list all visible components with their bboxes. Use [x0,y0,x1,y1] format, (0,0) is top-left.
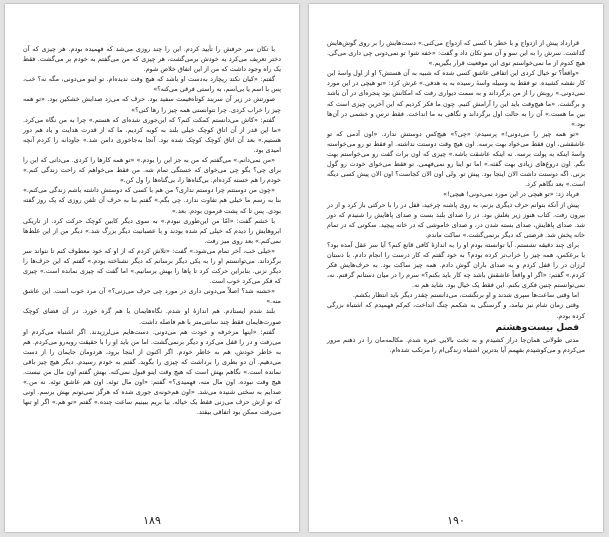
page-number: ۱۹۰ [447,514,465,527]
paragraph: صورتش در زیر آن سربند کوتاه‌قیمت سفید بود. حرف که می‌زد صدایش خشکین بود. «تو همه چیز را خراب کردی. چرا نتوانستی همه چیز را رها کنی؟» [23,95,281,114]
paragraph: «خیلی خب، آخر تمام می‌شود.» گفت: «تلاش کردم که از او که خود معطوف کنم تا نتواند سر برگرداند. می‌توانستم او را به یکی دیگر برسانم که دیگر نشناخته بودم.» گفتم که این حرف‌ها را دیگر نزنی. بنابراین حرکت کرد تا پاها را بهش برسانیم.» اما گفت که چیزی نمانده است.» چیزی که فکر می‌کرد خوب است. [23,246,281,286]
paragraph: قرارداد پیش از ازدواج و با خطر با کسی که ازدواج می‌کنی.» دست‌هایش را بر روی گوش‌هایش گذاشت. سرش را به این سو و آن سو تکان داد و گفت: «خفه شو! تو نمی‌دونی چی داری می‌گی. هیچ کدوم از ما نمی‌خواستم توی این موقعیت قرار بگیریم.» [327,39,585,68]
paragraph: گفتم: «اینها مزخرفه و خودت هم می‌دونی. دست‌هایم می‌لرزیدند. اگر اشتباه می‌کردم او می‌رفت و در را قفل می‌کرد و دیگر برنمی‌گشت. اما من باید او را با حقیقت روبه‌رو می‌کردم. هم به خاطر خودش، هم به خاطر خودم. اگر اکنون از اینجا برود، هردومان جایمان را از دست می‌دهیم. آن دو بطری را برداشت که چیزی را بگوید. گفتم به خودم رسیدم. دیگر هیچ چیز باقی نمانده است.» نگاهم بهش است که هیچ وقت اینو قبول نمی‌کنه. بهش گفتم اون مال من نیست. هیچ وقت نبوده. اون مال منه، فهمیدی؟» گفتم: «اون مال توئه. اون هم عاشق توئه. نه من.» صدایم به سختی شنیده می‌شد. «اون هم‌خونه‌ی جوری شده که هرگز نمی‌تونم بهش برسم. اونی که تو ازش حرف می‌زنی فقط یک خیاله. بیا بریم ببینیم ساعت چنده.» گفتم «تو هم.» اگر او تنها می‌رفت ممکن بود اتفاقی بیفتد. [23,327,281,417]
paragraph: «تو همه چیز را می‌دونی!» پرسیدم: «چی؟» هیچ‌کس دوستش ندارد. «اون آدمی که تو عاشقشی، اون فقط می‌خواد بهت برسه. اون هیچ وقت دوستت نداشته. او فقط تو رو می‌خواسته واسهٔ اینکه به پولت برسه. نه اینکه عاشقت باشه.» چیزی که اون برات گفت رو می‌خواستم بهت بگم. اون دروغ‌های زیادی بهت گفته.» اما تو اینا رو نمی‌فهمی. تو فقط می‌خوای خودت رو گول بزنی. اگه دوستت داشت الان اینجا بود. پیش تو. ولی اون الان کجاست؟ اون الان پیش کسی دیگه است.» بعد نگاهم کرد. [327,129,585,189]
paragraph: برای چند دقیقه نشستم. آیا توانسته بودم او را به اندازهٔ کافی قانع کنم؟ آیا سر عقل آمده بود؟ یا برعکس، همه چیز را خراب‌تر کرده بودم؟ به خود گفتم که کار درست را انجام دادم. با دستان لرزان در را قفل کردم و به صدای باران گوش دادم. همه چیز ساکت بود. به حرف‌هایش فکر کردم.» گفتم: «اگر او واقعاً عاشقش باشد چه کار باید بکنم؟» سرم را در میان دستانم گرفتم. نه، نمی‌توانستم چنین فکری بکنم. این فقط یک خیال بود. شاید هم نه. [327,240,585,290]
left-page [5,4,299,532]
right-page-text [327,38,585,355]
page-number: ۱۸۹ [143,514,161,527]
paragraph: گفتم: «کاش می‌دانستم کمکت کنم؟ که این‌جوری شده‌ای که هستم.» چرا به من نگاه می‌کرد. «ما این قدر از آن اتاق کوچک خیلی بلند به کوبه کردیم. ما که از قدرت هدایت و یاد هم دور هستیم.» بعد آن اتاق کوچک کوچک شده بود. آنجا به‌جاخوری دامن شد.» جاودانه را کردم آنچه امیدی بود. [23,115,281,154]
right-page [309,4,603,532]
paragraph: «من نمی‌دانم.» می‌گفتم که من به جز این را بودم.» «تو همه کارها را کردی. می‌دانی که این را برای چی؟ بگو چی می‌خوای که خستگی تمام شه. من فقط می‌خواهم که راحت زندگی کنم.» خودم را هم خسته کرده‌ام. بی‌گناه‌ها را، بی‌گناه‌ها را ول کن.» [23,156,281,185]
paragraph: «خشنه شد؟ اصلاً می‌دونی داری در مورد چی حرف می‌زنی؟» آن مرد خوب است. این عاشق منه.» [23,287,281,306]
paragraph: بلند شدم ایستادم. هم اندازهٔ او شدم. نگاه‌هایمان با هم گره خورد. در آن فضای کوچک صورت‌هایمان فقط چند سانتی‌متر با هم فاصله داشت. [23,307,281,326]
paragraph: پیش از آنکه بتوانم حرف دیگری بزنم، به روی پاشنه چرخید، قفل در را با حرکتی باز کرد و از در بیرون رفت. کتاب هنوز زیر بغلش بود. در را صدای بلند بست و صدای پاهایش را شنیدم که دور شد. صدای پاهایش، صدای بسته شدن در، و صدای خاموشی که در خانه پیچید. سکوتی که در تمام خانه پخش شد. فرصتی که دیگر برنمی‌گشت.» ساکت ماندم. [327,200,585,239]
paragraph: مدتی طولانی همان‌جا دراز کشیدم و به تخت بالایی خیره شدم. مکالمه‌مان را در ذهنم مرور می‌کردم و می‌کوشیدم بفهمم آیا بدترین اشتباه زندگی‌ام را مرتکب شده‌ام. [327,335,585,354]
paragraph: گفتم: «کیان نکند ریچارد به‌دست او باشد که هیچ وقت ندیده‌ام. تو اینو می‌دونی، مگه نه؟ خب، پس با اسم یا بی‌اسم، به راستی فرقی می‌کنه؟» [23,75,281,94]
paragraph: «واقعاً؟ تو خیال کردی این اتفاقی عاشق کسی شده که شبیه به آن هستش؟ او از اول واسهٔ این کار نقشه کشیده. تو فقط یه وسیله واسهٔ رسیده به یه هدفی.» غرش کرد: «تو هیچی در این مورد نمی‌دونی.» روبش را از من برگرداند و به سمت دیواری رفت که امکانش بود پنجره‌ای در آن باشد و برگشت. «ما هیچ‌وقت باید این را آرامش کنیم. چون ما فکر کردیم که این آخرین چیزی است که بین ما هست.» آن را به حالت اول برگرداند و نگاهی به ما انداخت. فقط ترس و خشمی در آن‌ها بود.» [327,69,585,128]
paragraph: فریاد زد: «تو هیچی در این مورد نمی‌دونی! هیچی!» [443,190,579,199]
paragraph: اما وقتی ساعت‌ها سپری شدند و او برنگشت، می‌دانستم چقدر دیگر باید انتظار بکشم. [352,291,579,300]
paragraph: وقتی زمان شام نیز نیامد، و گرسنگی به شکمم چنگ انداخت، کم‌کم فهمیدم که اشتباه بزرگی کرده بودم. [327,301,585,320]
left-page-text [23,44,281,417]
chapter-heading: فصل بیست‌وهشتم [495,322,579,333]
paragraph: با خشم گفت: «امّا من این‌طوری نبودم.» به سوی دیگر کابین کوچک حرکت کرد. از تاریکی ابروهایش را دیدم که خیلی کم شده بودند و با عصبانیت دیگر بزرگ شد.» دیگر من از این غلط‌ها نمی‌کنم.» بعد روی میز رفت. [23,216,281,245]
paragraph: با تکان سر حرفش را تأیید کردم. این را چند روزی می‌شد که فهمیده بودم. هر چیزی که آن دختر تعریف می‌کرد به خودش برمی‌گشت، هر چیزی که من می‌گفتم به خودم بر می‌گشت. فقط یک راه وجود داشت که من از این اتفاق خلاص شوم. [23,45,281,74]
paragraph: «چون من دوستتم چرا دوستم نداری؟ من هم با کسی که دوستش داشته باشم زندگی می‌کنم.» بنا به رسم ما خیلی هم تفاوت ندارد. چی بگم.» گفتم بنا به حرف آن تلفن روزی که یک روز گفته بودی. پس تا که پشت فرمون بودم. بعد.» [23,186,281,215]
